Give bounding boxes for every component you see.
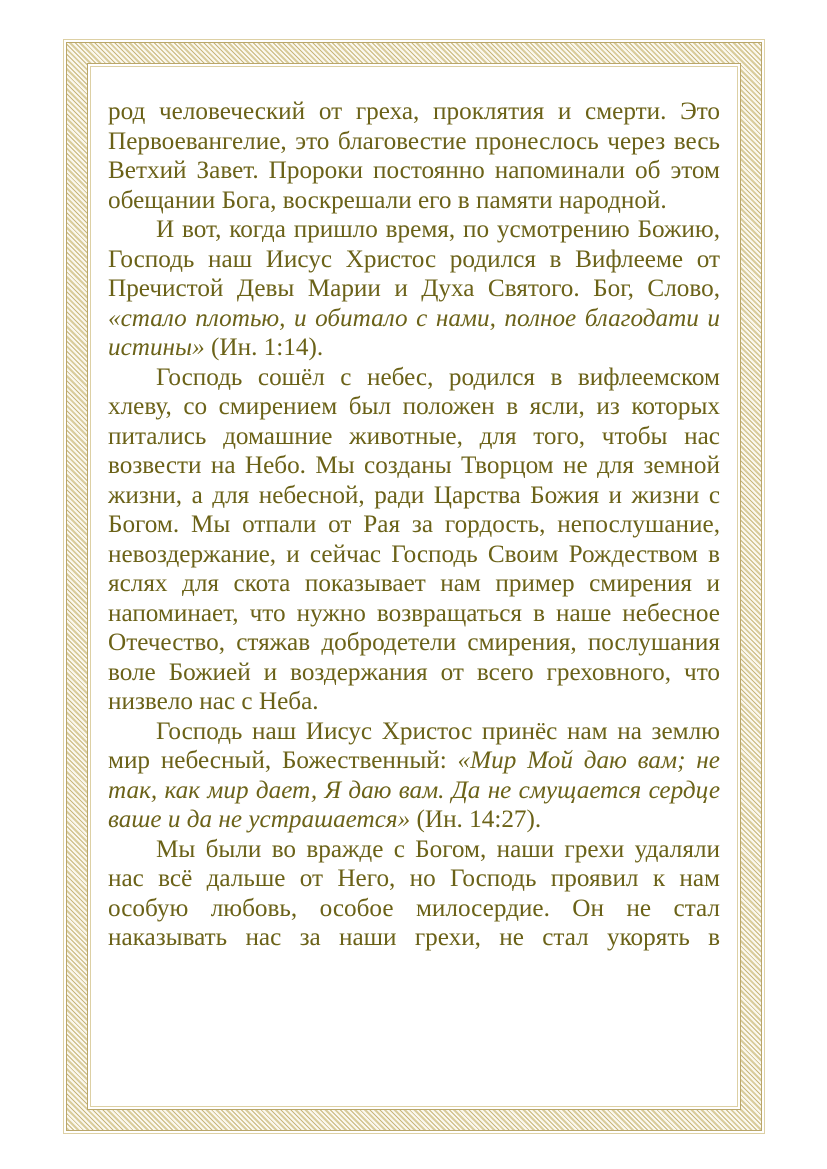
scripture-reference: (Ин. 1:14). xyxy=(204,334,324,361)
paragraph-5-text: Мы были во вражде с Богом, наши грехи удаляли нас всё дальше от Него, но Господь проявил к нам особую любовь, особое милосердие. Он не стал наказывать нас за наши грехи, не стал укорять в xyxy=(108,835,720,951)
paragraph-2-text: И вот, когда пришло время, по усмотрению Божию, Господь наш Иисус Христос родился в Вифлееме от Пречистой Девы Марии и Духа Святого. Бог, Слово, xyxy=(108,216,720,302)
scripture-reference: (Ин. 14:27). xyxy=(410,806,542,833)
paragraph-3-text: Господь сошёл с небес, родился в вифлеемском хлеву, со смирением был положен в ясли, из которых питались домашние животные, для того, чтобы нас возвести на Небо. Мы созданы Творцом не для земной жизни, а для небесной, ради Царства Божия и жизни с Богом. Мы отпали от Рая за гордость, непослушание, невоздержание, и сейчас Господь Своим Рождеством в яслях для скота показывает нам пример смирения и напоминает, что нужно возвращаться в наше небесное Отечество, стяжав добродетели смирения, послушания воле Божией и воздержания от всего греховного, что низвело нас с Неба. xyxy=(108,363,720,715)
paragraph-1-text: род человеческий от греха, проклятия и смерти. Это Первоевангелие, это благовестие пронеслось через весь Ветхий Завет. Пророки постоянно напоминали об этом обещании Бога, воскрешали его в памяти народной. xyxy=(108,98,720,214)
paragraph-1 xyxy=(108,97,720,215)
paragraph-4 xyxy=(108,717,720,835)
paragraph-4-text: Господь наш Иисус Христос принёс нам на землю мир небесный, Божественный: xyxy=(108,717,720,774)
body-text xyxy=(108,97,720,953)
paragraph-3 xyxy=(108,363,720,717)
paragraph-2 xyxy=(108,215,720,363)
scripture-quote: «стало плотью, и обитало с нами, полное благодати и истины» xyxy=(108,304,720,361)
scripture-quote: «Мир Мой даю вам; не так, как мир дает, Я даю вам. Да не смущается сердце ваше и да не устрашается» xyxy=(108,747,720,833)
paragraph-5 xyxy=(108,835,720,953)
